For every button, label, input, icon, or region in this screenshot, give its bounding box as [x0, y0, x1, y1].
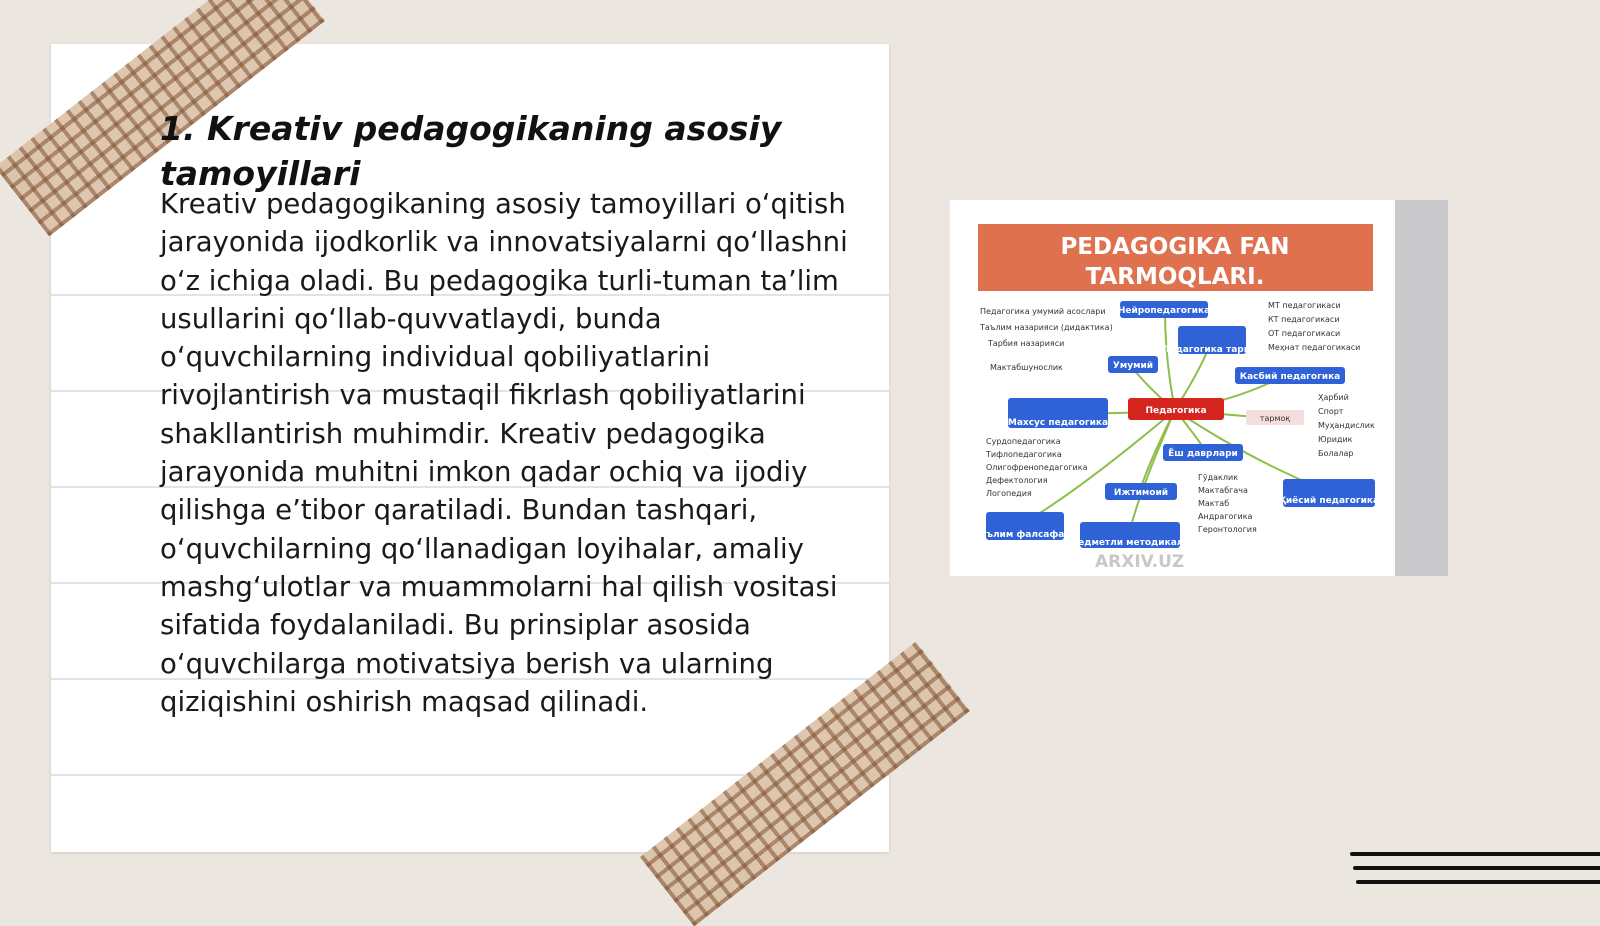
node-maxsus-pedagogika-label: Махсус педагогика	[1007, 418, 1109, 428]
diagram-right-item: Муҳандислик	[1318, 421, 1375, 430]
diagram-top-left-item: Мактабшунослик	[990, 363, 1063, 372]
diagram-left-item: Логопедия	[986, 489, 1032, 498]
node-predmetli-metodikalar-label: Предметли методикалар	[1064, 538, 1196, 548]
diagram-left-item: Тифлопедагогика	[986, 450, 1062, 459]
diagram-right-item: Ҳарбий	[1318, 393, 1349, 402]
slide-body-text: Kreativ pedagogikaning asosiy tamoyillari o‘qitish jarayonida ijodkorlik va innovatsiyalarni qo‘llashni o‘z ichiga oladi. Bu pedagogika turli-tuman ta’lim usullarini qo‘llab-quvvatlaydi, bunda o‘quvchilarning individual qobiliyatlarini rivojlantirish va mustaqil fikrlash qobiliyatlarini shakllantirish muhimdir. Kreativ pedagogika jarayonida muhitni imkon qadar ochiq va ijodiy qilishga e’tibor qaratiladi. Bundan tashqari, o‘quvchilarning qo‘llanadigan loyihalar, amaliy mashg‘ulotlar va muammolarni hal qilish vositasi sifatida foydalaniladi. Bu prinsiplar asosida o‘quvchilarga motivatsiya berish va ularning qiziqishini oshirish maqsad qilinadi.	[160, 188, 848, 718]
diagram-right-item: Спорт	[1318, 407, 1344, 416]
diagram-tag-label: тармоқ	[1259, 414, 1291, 423]
diagram-left-item: Олигофренопедагогика	[986, 463, 1088, 472]
diagram-top-left-item: Тарбия назарияси	[988, 339, 1065, 348]
diagram-heading-line2: TARMOQLARI.	[1085, 264, 1265, 290]
brush-stroke-decoration	[1353, 866, 1600, 870]
brush-stroke-decoration	[1356, 880, 1600, 884]
node-neyropedagogika-label: Нейропедагогика	[1117, 306, 1211, 316]
node-kasbiy-pedagogika-label: Касбий педагогика	[1239, 372, 1341, 382]
node-ijtimoiy-label: Ижтимоий	[1113, 488, 1169, 498]
node-qiyosiy-pedagogika-label: Қиёсий педагогика	[1278, 496, 1380, 506]
brush-stroke-decoration	[1350, 852, 1600, 856]
pedagogika-diagram-image	[950, 200, 1448, 576]
node-umumiy-label: Умумий	[1112, 361, 1154, 371]
diagram-age-item: Андрагогика	[1198, 512, 1253, 521]
diagram-top-left-item: Таълим назарияси (дидактика)	[980, 323, 1113, 332]
image-shadow-panel	[1395, 200, 1448, 576]
diagram-right-item: Юридик	[1318, 435, 1353, 444]
diagram-age-item: Мактабгача	[1198, 486, 1248, 495]
diagram-heading-line1: PEDAGOGIKA FAN	[1060, 234, 1290, 260]
diagram-top-right-item: МТ педагогикаси	[1268, 301, 1341, 310]
diagram-top-right-item: КТ педагогикаси	[1268, 315, 1340, 324]
diagram-right-item: Болалар	[1318, 449, 1354, 458]
node-pedagogika-center-label: Педагогика	[1145, 406, 1207, 416]
diagram-age-item: Геронтология	[1198, 525, 1257, 534]
diagram-watermark: ARXIV.UZ	[1095, 552, 1185, 572]
diagram-top-right-item: Меҳнат педагогикаси	[1268, 343, 1361, 352]
diagram-top-left-item: Педагогика умумий асослари	[980, 307, 1106, 316]
diagram-left-item: Дефектология	[986, 476, 1048, 485]
node-yosh-davrlari-label: Ёш даврлари	[1168, 449, 1238, 459]
diagram-top-right-item: ОТ педагогикаси	[1268, 329, 1341, 338]
diagram-left-item: Сурдопедагогика	[986, 437, 1061, 446]
slide-title: 1. Kreativ pedagogikaning asosiy tamoyillari	[160, 109, 782, 193]
node-talim-falsafasi-label: Таълим фалсафаси	[973, 530, 1077, 540]
diagram-age-item: Мактаб	[1198, 499, 1230, 508]
diagram-age-item: Гўдаклик	[1198, 473, 1239, 482]
node-pedagogika-tarixi-label: Педагогика тарихи	[1161, 345, 1263, 355]
